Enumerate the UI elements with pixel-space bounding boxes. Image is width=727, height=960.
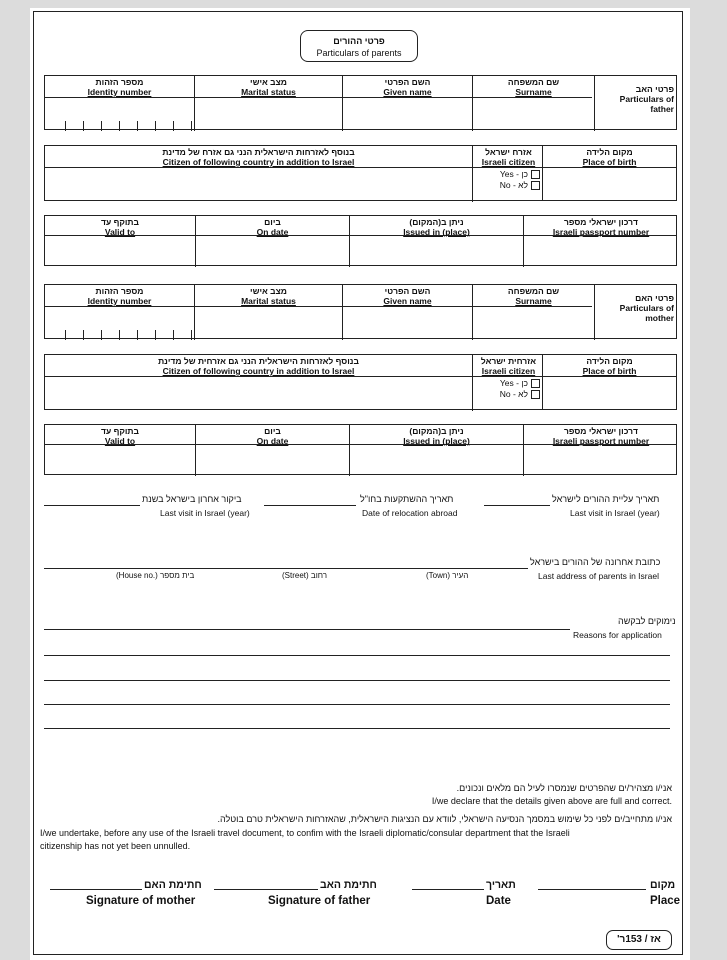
label-he: מקום הלידה [586,356,633,366]
address-label-en: Last address of parents in Israel [538,571,659,581]
father-citizenship-table [44,145,543,201]
label-en: Surname [515,296,552,306]
label-en: Israeli citizen [481,157,536,167]
place-line[interactable] [538,889,646,890]
label-en: On date [256,436,289,446]
date-label-he: תאריך [486,879,516,891]
label-he: שם המשפחה [507,77,560,87]
father-birth-table [543,145,677,201]
declaration-he-2: אני/ו מתחייב/ים לפני כל שימוש במסמך הנסיעה הישראלי, לוודא עם הנציגות הישראלית, שהאזרחות הישראלית טרם בוטלה. [217,814,672,824]
declaration-en-2a: I/we undertake, before any use of the Israeli travel document, to confim with the Israeli diplomatic/consular department that the Israeli [40,828,570,838]
declaration-he-1: אני/ו מצהיר/ים שהפרטים שנמסרו לעיל הם מלאים ונכונים. [456,783,672,793]
town-label: (Town) העיר [426,571,469,580]
mother-side-label [594,285,678,340]
label-he: בתוקף עד [101,217,139,227]
label-en: Identity number [87,296,152,306]
side-en: father [650,104,674,114]
yes-checkbox[interactable] [531,379,540,388]
mother-citizenship-table [44,354,543,410]
address-line[interactable] [44,568,528,569]
label-he: ביום [264,426,281,436]
father-marital-cell[interactable] [194,76,342,131]
mother-id-cell[interactable] [45,285,194,340]
side-he: פרטי האם [635,293,674,303]
father-signature-en: Signature of father [268,895,371,907]
mother-birth-field[interactable] [543,377,676,409]
label-he: מספר הזהות [95,286,144,296]
date-label-en: Date [486,895,511,907]
label-en: Israeli citizen [481,366,536,376]
label-he: דרכון ישראלי מספר [564,217,638,227]
father-passport-cell[interactable] [523,216,678,267]
mother-israeli-citizen-cell [472,355,544,411]
mother-passport-table [44,424,677,475]
visit-label-en: Last visit in Israel (year) [160,508,250,518]
label-en: Citizen of following country in addition to Israel [162,157,355,167]
father-date-cell[interactable] [195,216,349,267]
father-signature-he: חתימת האב [320,879,377,891]
mother-other-citizenship-cell[interactable] [45,355,472,411]
label-he: השם הפרטי [384,286,431,296]
form-page [30,8,690,960]
mother-date-cell[interactable] [195,425,349,476]
father-signature-line[interactable] [214,889,318,890]
mother-marital-cell[interactable] [194,285,342,340]
father-names-table [44,75,677,130]
label-he: ביום [264,217,281,227]
label-en: Given name [383,87,432,97]
reasons-label-en: Reasons for application [573,630,662,640]
relocation-label-he: תאריך ההשתקעות בחו"ל [360,494,454,504]
father-israeli-citizen-cell [472,146,544,202]
label-he: אזרחית ישראל [480,356,537,366]
mother-given-cell[interactable] [342,285,472,340]
form-code-badge: אז / 153ר' [606,930,672,950]
label-en: Issued in (place) [403,436,470,446]
label-he: ניתן ב(המקום) [409,426,464,436]
reasons-label-he: נימוקים לבקשה [618,616,676,626]
label-en: Surname [515,87,552,97]
label-en: Valid to [104,227,136,237]
yes-label: Yes - כן [499,378,528,388]
father-id-cell[interactable] [45,76,194,131]
label-en: Given name [383,296,432,306]
label-he: מצב אישי [250,77,287,87]
label-en: Marital status [241,296,296,306]
side-en: Particulars of [619,94,674,104]
reasons-line-3[interactable] [44,680,670,681]
no-label: No - לא [499,180,528,190]
label-en: Valid to [104,436,136,446]
father-surname-cell[interactable] [472,76,594,131]
reasons-line-5[interactable] [44,728,670,729]
mother-valid-cell[interactable] [45,425,195,476]
label-he: אזרח ישראל [485,147,532,157]
no-checkbox[interactable] [531,181,540,190]
mother-surname-cell[interactable] [472,285,594,340]
visit-label-he: ביקור אחרון בישראל בשנת [142,494,242,504]
father-other-citizenship-cell[interactable] [45,146,472,202]
reasons-line-1[interactable] [44,629,570,630]
yes-label: Yes - כן [499,169,528,179]
label-en: Israeli passport number [552,436,650,446]
side-en: Particulars of [619,303,674,313]
side-he: פרטי האב [635,84,674,94]
address-label-he: כתובת אחרונה של ההורים בישראל [530,557,661,567]
reasons-line-4[interactable] [44,704,670,705]
title-english: Particulars of parents [316,48,402,58]
label-en: Marital status [241,87,296,97]
aliya-date-line[interactable] [484,505,550,506]
label-he: ניתן ב(המקום) [409,217,464,227]
date-line[interactable] [412,889,484,890]
father-issued-cell[interactable] [349,216,523,267]
label-en: Place of birth [582,157,637,167]
visit-year-line[interactable] [44,505,140,506]
label-he: בתוקף עד [101,426,139,436]
label-he: השם הפרטי [384,77,431,87]
place-label-he: מקום [650,879,676,891]
mother-issued-cell[interactable] [349,425,523,476]
side-en: mother [645,313,674,323]
label-he: מקום הלידה [586,147,633,157]
label-en: Citizen of following country in addition to Israel [162,366,355,376]
declaration-en-1: I/we declare that the details given above are full and correct. [431,796,672,806]
declaration-en-2b: citizenship has not yet been unnulled. [40,841,191,851]
aliya-label-en: Last visit in Israel (year) [570,508,660,518]
aliya-label-he: תאריך עליית ההורים לישראל [552,494,660,504]
relocation-label-en: Date of relocation abroad [362,508,458,518]
label-he: מספר הזהות [95,77,144,87]
place-label-en: Place [650,895,681,907]
street-label: (Street) רחוב [282,571,328,580]
reasons-line-2[interactable] [44,655,670,656]
no-checkbox[interactable] [531,390,540,399]
form-title [300,30,418,62]
father-valid-cell[interactable] [45,216,195,267]
father-side-label [594,76,678,131]
relocation-date-line[interactable] [264,505,356,506]
label-he: בנוסף לאזרחות הישראלית הנני גם אזרחית של מדינת [158,356,359,366]
label-en: Issued in (place) [403,227,470,237]
yes-checkbox[interactable] [531,170,540,179]
house-label: (House no.) בית מספר [116,571,195,580]
label-en: Identity number [87,87,152,97]
title-hebrew: פרטי ההורים [333,36,385,46]
label-he: דרכון ישראלי מספר [564,426,638,436]
label-en: Israeli passport number [552,227,650,237]
label-he: מצב אישי [250,286,287,296]
mother-birth-table [543,354,677,410]
label-en: Place of birth [582,366,637,376]
mother-signature-he: חתימת האם [144,879,202,891]
mother-signature-en: Signature of mother [86,895,196,907]
label-en: On date [256,227,289,237]
no-label: No - לא [499,389,528,399]
mother-passport-cell[interactable] [523,425,678,476]
label-he: בנוסף לאזרחות הישראלית הנני גם אזרח של מדינת [162,147,355,157]
mother-names-table [44,284,677,339]
father-given-cell[interactable] [342,76,472,131]
mother-signature-line[interactable] [50,889,142,890]
label-he: שם המשפחה [507,286,560,296]
father-birth-field[interactable] [543,168,676,200]
father-passport-table [44,215,677,266]
